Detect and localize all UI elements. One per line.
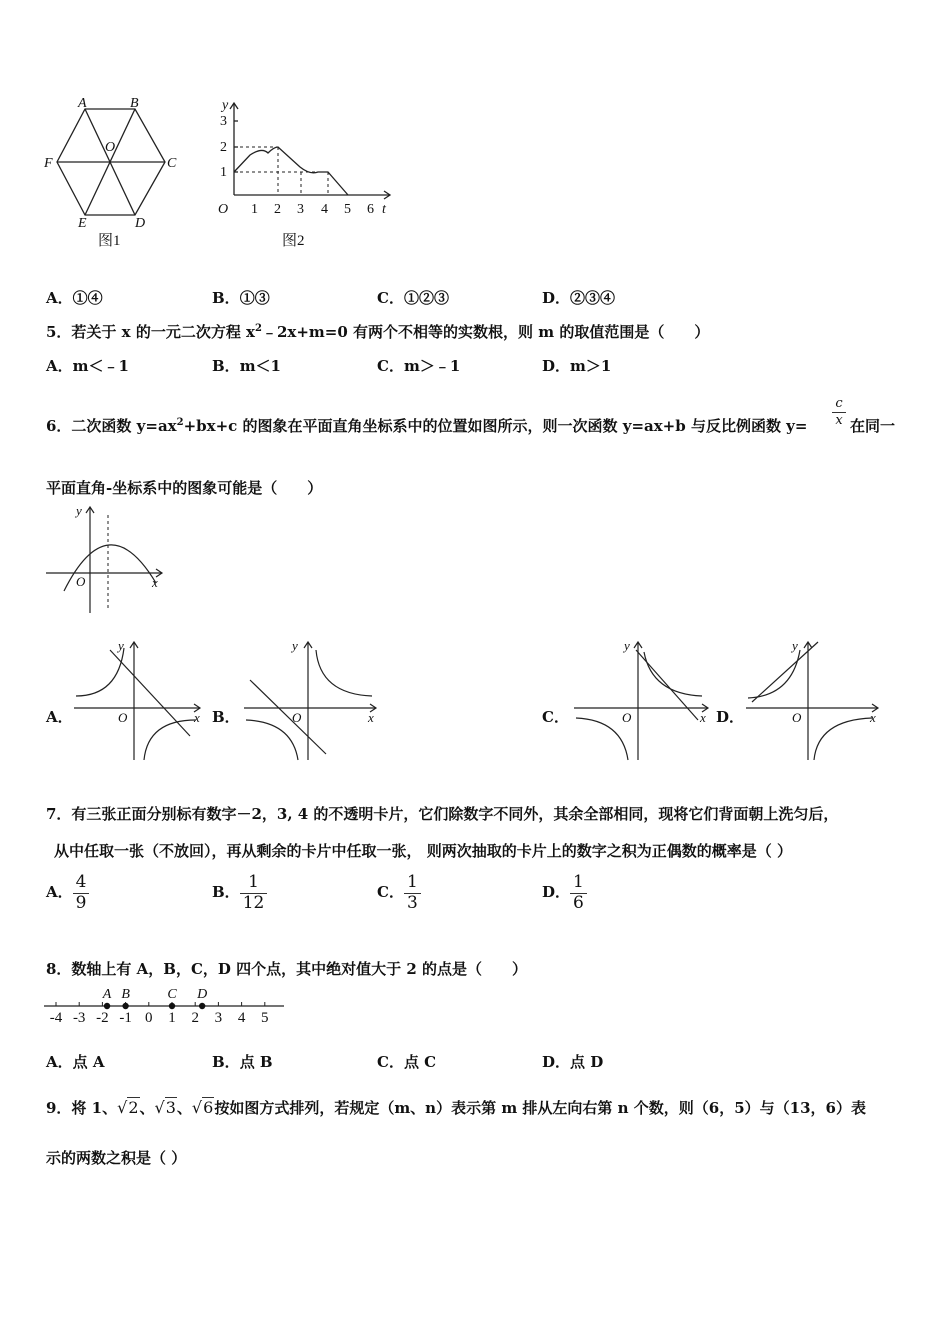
option-letter: D． (542, 357, 571, 375)
frac-den: 9 (73, 893, 90, 914)
number-line-point-d (199, 1003, 205, 1009)
q6-option-a-label[interactable]: A． (46, 708, 73, 726)
q6-c-o: O (622, 710, 632, 725)
q9-stem-part: 9．将 1、 (46, 1099, 118, 1117)
q8-option-b[interactable] (212, 1051, 273, 1072)
q9-sep: 、 (176, 1099, 192, 1117)
hex-label-e: E (78, 216, 87, 231)
q6-b-y: y (292, 638, 298, 653)
number-line-tick-label: 2 (191, 1010, 199, 1026)
q6-d-y: y (792, 638, 798, 653)
fraction (73, 873, 90, 913)
q6-superscript: 2 (176, 417, 184, 428)
fig2-x-label: t (382, 202, 386, 217)
option-letter: D． (542, 1053, 571, 1071)
option-letter: B． (212, 1053, 240, 1071)
q6-fraction (832, 396, 846, 428)
radicand: 6 (203, 1098, 214, 1117)
frac-den: 12 (240, 893, 268, 914)
option-letter: D． (542, 289, 571, 307)
number-line-point-label: A (102, 987, 112, 1002)
q9-stem-line2: 示的两数之积是（ ） (46, 1149, 187, 1167)
fig2-xtick-1: 1 (251, 202, 258, 217)
q6-option-b-graph[interactable] (240, 638, 380, 763)
q6-frac-den: x (832, 412, 846, 429)
q9-stem (46, 1097, 866, 1118)
q6-a-y: y (118, 638, 124, 653)
option-text: m＞1 (570, 357, 612, 375)
q8-option-d[interactable] (542, 1051, 603, 1072)
sqrt-3: √3 (154, 1098, 176, 1117)
option-letter: B． (212, 357, 240, 375)
q6-stem-line2: 平面直角-坐标系中的图象可能是（ ） (46, 479, 323, 497)
hex-label-d: D (135, 216, 146, 231)
q6-b-x: x (368, 710, 374, 725)
option-text: 点 A (72, 1053, 105, 1071)
number-line-tick-label: 1 (168, 1010, 176, 1026)
q6-d-x: x (870, 710, 876, 725)
q7-option-d[interactable] (542, 873, 587, 913)
fraction (570, 873, 587, 913)
fig2-xtick-4: 4 (321, 202, 328, 217)
frac-den: 6 (570, 893, 587, 914)
hex-label-f: F (44, 156, 53, 171)
fig2-xtick-3: 3 (297, 202, 304, 217)
fig2-xtick-2: 2 (274, 202, 281, 217)
q6-a-x: x (194, 710, 200, 725)
option-text: m＜1 (239, 357, 281, 375)
number-line-point-label: D (197, 987, 208, 1002)
hex-label-o: O (105, 140, 116, 155)
frac-num: 1 (573, 872, 584, 892)
option-letter: A． (46, 289, 73, 307)
hex-label-c: C (167, 156, 177, 171)
option-letter: C． (377, 883, 404, 902)
fig2-xtick-6: 6 (367, 202, 374, 217)
fig2-y-label: y (222, 98, 229, 113)
q8-option-a[interactable] (46, 1051, 105, 1072)
q5-option-d[interactable] (542, 355, 611, 376)
q6-d-o: O (792, 710, 802, 725)
option-letter: C． (377, 1053, 404, 1071)
q5-stem-part: 5．若关于 x 的一元二次方程 x (46, 323, 255, 341)
option-text: ②③④ (570, 289, 616, 307)
number-line-tick-label: -2 (96, 1010, 109, 1026)
number-line-tick-label: 5 (261, 1010, 269, 1026)
q7-option-a[interactable] (46, 873, 89, 913)
q9-sep: 、 (139, 1099, 155, 1117)
q6-fig-o: O (76, 574, 86, 589)
frac-num: 1 (406, 872, 418, 892)
number-line-tick-label: 3 (214, 1010, 223, 1026)
option-letter: B． (212, 883, 240, 902)
q6-stem-part: 6．二次函数 y=ax (46, 417, 177, 435)
q6-option-c-graph[interactable] (570, 638, 712, 763)
q6-c-x: x (700, 710, 706, 725)
q4-option-c[interactable] (377, 287, 449, 308)
fraction (240, 873, 268, 913)
radicand: 2 (128, 1098, 139, 1117)
option-text: ①②③ (403, 289, 449, 307)
option-letter: A． (46, 883, 73, 902)
fig2-ytick-2: 2 (220, 140, 227, 155)
number-line-tick-label: -4 (49, 1010, 63, 1026)
option-letter: C． (377, 289, 404, 307)
q9-stem-part: 按如图方式排列，若规定（m、n）表示第 m 排从左向右第 n 个数，则（6，5）与（13，6）表 (214, 1099, 866, 1117)
frac-num: 1 (248, 872, 259, 892)
fraction (404, 873, 421, 913)
hex-label-b: B (130, 96, 139, 111)
frac-num: 4 (75, 872, 87, 892)
number-line-point-b (122, 1003, 128, 1009)
q8-option-c[interactable] (377, 1051, 436, 1072)
option-letter: B． (212, 289, 240, 307)
option-text: ①④ (72, 289, 103, 307)
radicand: 3 (165, 1098, 176, 1117)
q6-stem (46, 415, 807, 436)
figure-2-caption: 图2 (282, 233, 305, 249)
figure-1-caption: 图1 (98, 233, 121, 249)
option-text: 点 C (403, 1053, 437, 1071)
q6-fig-y: y (76, 503, 82, 518)
fig2-ytick-3: 3 (220, 114, 227, 129)
q6-option-d-graph[interactable] (742, 638, 882, 763)
option-text: 点 B (239, 1053, 273, 1071)
q6-option-c-label[interactable]: C． (542, 708, 569, 726)
q6-b-o: O (292, 710, 302, 725)
q6-option-a-graph[interactable] (70, 638, 205, 763)
number-line-tick-label: -1 (119, 1010, 132, 1026)
q4-option-b[interactable] (212, 287, 270, 308)
number-line-point-c (169, 1003, 175, 1009)
number-line-tick-label: 4 (237, 1010, 246, 1026)
q5-superscript: 2 (255, 323, 262, 334)
option-text: m＞﹣1 (403, 357, 461, 375)
q6-fig-x: x (152, 575, 158, 590)
hex-label-a: A (78, 96, 87, 111)
figure-1-hexagon (40, 95, 190, 255)
q5-stem-part: ﹣2x+m=0 有两个不相等的实数根，则 m 的取值范围是（ ） (261, 323, 710, 341)
sqrt-2: √2 (117, 1098, 139, 1117)
q6-stem-end: 在同一 (850, 417, 896, 435)
q5-option-b[interactable] (212, 355, 281, 376)
q8-stem: 8．数轴上有 A，B，C，D 四个点，其中绝对值大于 2 的点是（ ） (46, 960, 528, 978)
number-line-point-label: C (167, 987, 177, 1002)
q7-stem-line2: 从中任取一张（不放回），再从剩余的卡片中任取一张， 则两次抽取的卡片上的数字之积为正偶数的概率是（ ） (54, 842, 792, 860)
option-letter: A． (46, 357, 73, 375)
q4-option-d[interactable] (542, 287, 615, 308)
q8-number-line (40, 984, 290, 1026)
option-letter: C． (377, 357, 404, 375)
option-text: ①③ (239, 289, 270, 307)
fig2-xtick-5: 5 (344, 202, 351, 217)
q6-parabola-figure (44, 503, 164, 615)
q5-option-c[interactable] (377, 355, 460, 376)
option-text: m＜﹣1 (72, 357, 129, 375)
number-line-point-label: B (121, 987, 130, 1002)
figure-2-graph (210, 95, 400, 255)
option-text: 点 D (570, 1053, 604, 1071)
q4-option-a[interactable] (46, 287, 103, 308)
q6-frac-num: c (835, 396, 843, 411)
q7-option-b[interactable] (212, 873, 267, 913)
frac-den: 3 (404, 893, 421, 914)
fig2-origin: O (218, 202, 229, 217)
q6-stem-part: +bx+c 的图象在平面直角坐标系中的位置如图所示，则一次函数 y=ax+b 与反比例函数 y= (183, 417, 808, 435)
q7-stem-line1: 7．有三张正面分别标有数字－2，3, 4 的不透明卡片，它们除数字不同外，其余全部相同，现将它们背面朝上洗匀后， (46, 805, 839, 823)
q7-option-c[interactable] (377, 873, 421, 913)
q6-c-y: y (624, 638, 630, 653)
q6-option-d-label[interactable]: D． (716, 708, 745, 726)
option-letter: A． (46, 1053, 73, 1071)
number-line-tick-label: -3 (72, 1010, 86, 1026)
q6-a-o: O (118, 710, 128, 725)
sqrt-6: √6 (191, 1098, 214, 1117)
fig2-ytick-1: 1 (220, 165, 227, 180)
q5-stem (46, 321, 709, 342)
option-letter: D． (542, 883, 571, 902)
q5-option-a[interactable] (46, 355, 129, 376)
q6-option-b-label[interactable]: B． (212, 708, 240, 726)
number-line-tick-label: 0 (145, 1010, 153, 1026)
number-line-point-a (104, 1003, 110, 1009)
